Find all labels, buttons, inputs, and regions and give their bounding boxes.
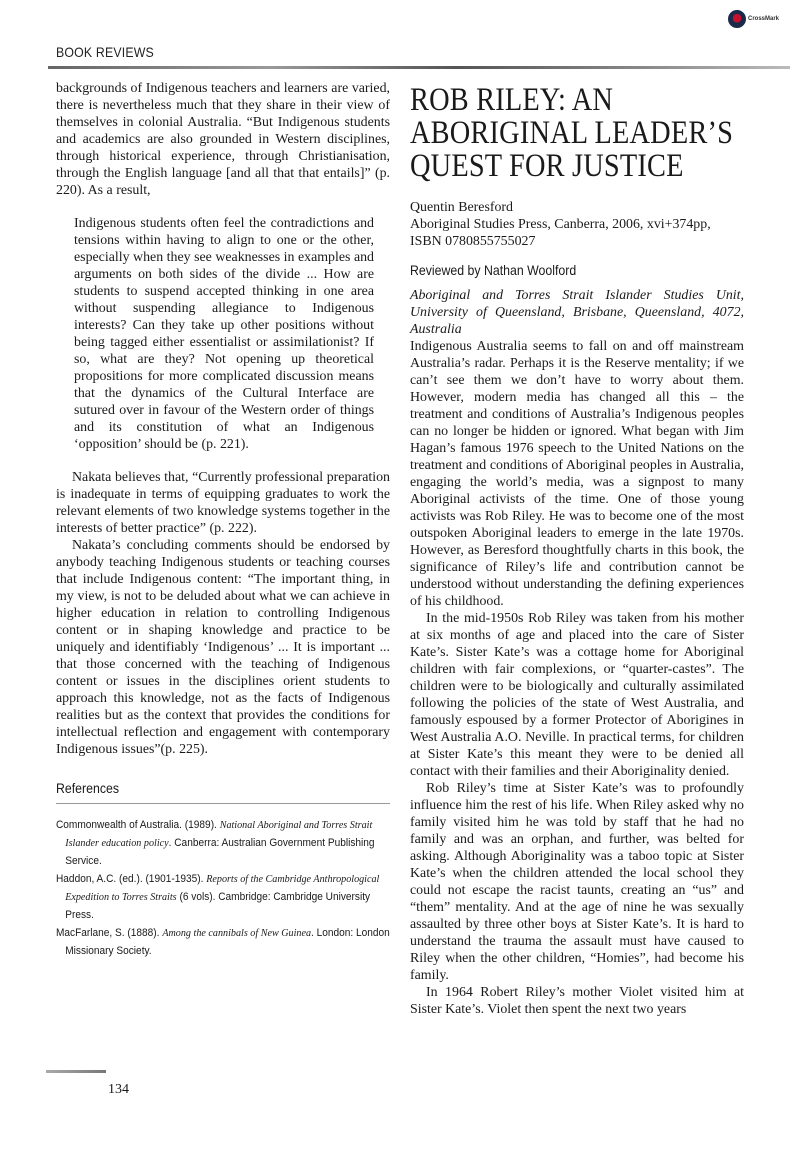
review-paragraph-2: In the mid-1950s Rob Riley was taken from his mother at six months of age and placed into the care of Sister Kate’s. Sister Kate’s was a cottage home for Aboriginal children with fair complexions, or “quarter-castes”. The children were to be biologically and culturally assimilated following the policies of the state of West Australia, and famously espoused by a former Protector of Aborigines in West Australia A.O. Neville. In practical terms, for children at Sister Kate’s this meant they were to be denied all contact with their families and their Aboriginality denied. bbox=[410, 611, 744, 779]
intro-paragraph: backgrounds of Indigenous teachers and learners are varied, there is nevertheless much that they share in their view of themselves in colonial Australia. “But Indigenous students and academics are also grounded in Western disciplines, through historical experience, through Christianisation, through the English language [and all that that entails]” (p. 220). As a result, bbox=[56, 81, 390, 198]
reference-item bbox=[56, 924, 396, 960]
reference-author: MacFarlane, S. (1888). bbox=[56, 927, 163, 939]
left-column bbox=[56, 80, 390, 960]
reference-item bbox=[56, 870, 396, 924]
paragraph-nakata-believes: Nakata believes that, “Currently professional preparation is inadequate in terms of equipping graduates to work the relevant elements of two knowledge systems together in the interests of better practice” (p. 222). bbox=[56, 470, 390, 536]
references-heading: References bbox=[56, 780, 120, 796]
right-column bbox=[410, 80, 744, 1018]
references-rule bbox=[56, 803, 390, 804]
reference-author: Commonwealth of Australia. (1989). bbox=[56, 819, 220, 831]
crossmark-icon bbox=[728, 10, 746, 28]
reference-author: Haddon, A.C. (ed.). (1901-1935). bbox=[56, 873, 207, 885]
review-paragraph-4: In 1964 Robert Riley’s mother Violet visited him at Sister Kate’s. Violet then spent the next two years bbox=[410, 985, 744, 1017]
reference-title: Reports of the Cambridge Anthropological Expedition to Torres Straits bbox=[65, 873, 380, 903]
crossmark-badge[interactable] bbox=[728, 6, 792, 32]
reference-title: National Aboriginal and Torres Strait Islander education policy bbox=[65, 819, 373, 849]
book-author: Quentin Beresford bbox=[410, 200, 513, 215]
header-rule bbox=[48, 66, 790, 69]
reviewer: Reviewed by Nathan Woolford bbox=[410, 262, 577, 278]
review-paragraph-3: Rob Riley’s time at Sister Kate’s was to profoundly influence him the rest of his life. When Riley asked why no family visited him he was told by staff that he had no family and was an orphan, and further, was belted for asking. Although Aboriginality was a taboo topic at Sister Kate’s when the children attended the local school they could not escape the racist taunts, creating an “us” and “them” mentality. And at the age of nine he was sexually assaulted by three other boys at Sister Kate’s. It is hard to understand the trauma the assault must have caused to Riley when the other children, “Homies”, had become his family. bbox=[410, 781, 744, 983]
book-publisher: Aboriginal Studies Press, Canberra, 2006, xvi+374pp, ISBN 0780855755027 bbox=[410, 217, 711, 249]
block-quote-text: Indigenous students often feel the contradictions and tensions within having to align to one or the other, especially when they see weaknesses in examples and arguments on both sides of the divide ... How are students to suspend accepted thinking in one area without suspending allegiance to Indigenous interests? Can they take up other positions without being tagged either essentialist or assimilationist? If so, what are they? Not opening up theoretical propositions for more complicated discussion means that the dynamics of the Cultural Interface are sutured over in favour of the Western order of things and its constitution of what an Indigenous ‘opposition’ should be (p. 221). bbox=[74, 216, 374, 452]
review-title: ROB RILEY: AN ABORIGINAL LEADER’S QUEST FOR JUSTICE bbox=[410, 82, 734, 184]
reviewer-affiliation: Aboriginal and Torres Strait Islander Studies Unit, University of Queensland, Brisbane, Queensland, 4072, Australia bbox=[410, 288, 744, 337]
page-number: 134 bbox=[108, 1082, 129, 1097]
reference-title: Among the cannibals of New Guinea bbox=[162, 927, 312, 939]
reference-item bbox=[56, 816, 396, 870]
references-list bbox=[56, 816, 390, 960]
running-head: BOOK REVIEWS bbox=[56, 44, 154, 60]
paragraph-concluding-comments: Nakata’s concluding comments should be endorsed by anybody teaching Indigenous students or teaching courses that include Indigenous content: “The important thing, in my view, is not to be deluded about what we can achieve in higher education in relation to controlling Indigenous content or in shaping knowledge and practice to be uniquely and identifiably ‘Indigenous’ ... It is important ... that those concerned with the teaching of Indigenous content or issues in the disciplines orient students to approach this knowledge, not as the facts of Indigenous realities but as the context that provides the conditions for intellectual reflection and engagement with contemporary Indigenous issues”(p. 225). bbox=[56, 538, 390, 757]
reference-rest: . Canberra: Australian Government Publishing Service. bbox=[65, 837, 375, 867]
crossmark-label: CrossMark bbox=[748, 16, 780, 22]
reference-rest: . London: London Missionary Society. bbox=[65, 927, 390, 957]
footer-rule bbox=[46, 1070, 106, 1073]
book-meta bbox=[410, 199, 744, 250]
review-paragraph-1: Indigenous Australia seems to fall on and off mainstream Australia’s radar. Perhaps it is the Reserve mentality; if we can’t see them we don’t have to worry about them. However, modern media has changed all this – the treatment and conditions of Australia’s Indigenous peoples can no longer be hidden or ignored. What began with Jim Hagan’s famous 1976 speech to the United Nations on the treatment and conditions of Aboriginal peoples in Australia, engaging the world’s media, was a signpost to many Aboriginal activists of the time. One of those young activists was Rob Riley. He was to become one of the most outspoken Aboriginal leaders to emerge in the late 1970s. However, as Beresford thoughtfully charts in this book, the significance of Riley’s life and contribution cannot be understood without understanding the defining experiences of his childhood. bbox=[410, 339, 744, 609]
block-quote bbox=[74, 215, 374, 453]
reference-rest: (6 vols). Cambridge: Cambridge University Press. bbox=[65, 891, 371, 921]
